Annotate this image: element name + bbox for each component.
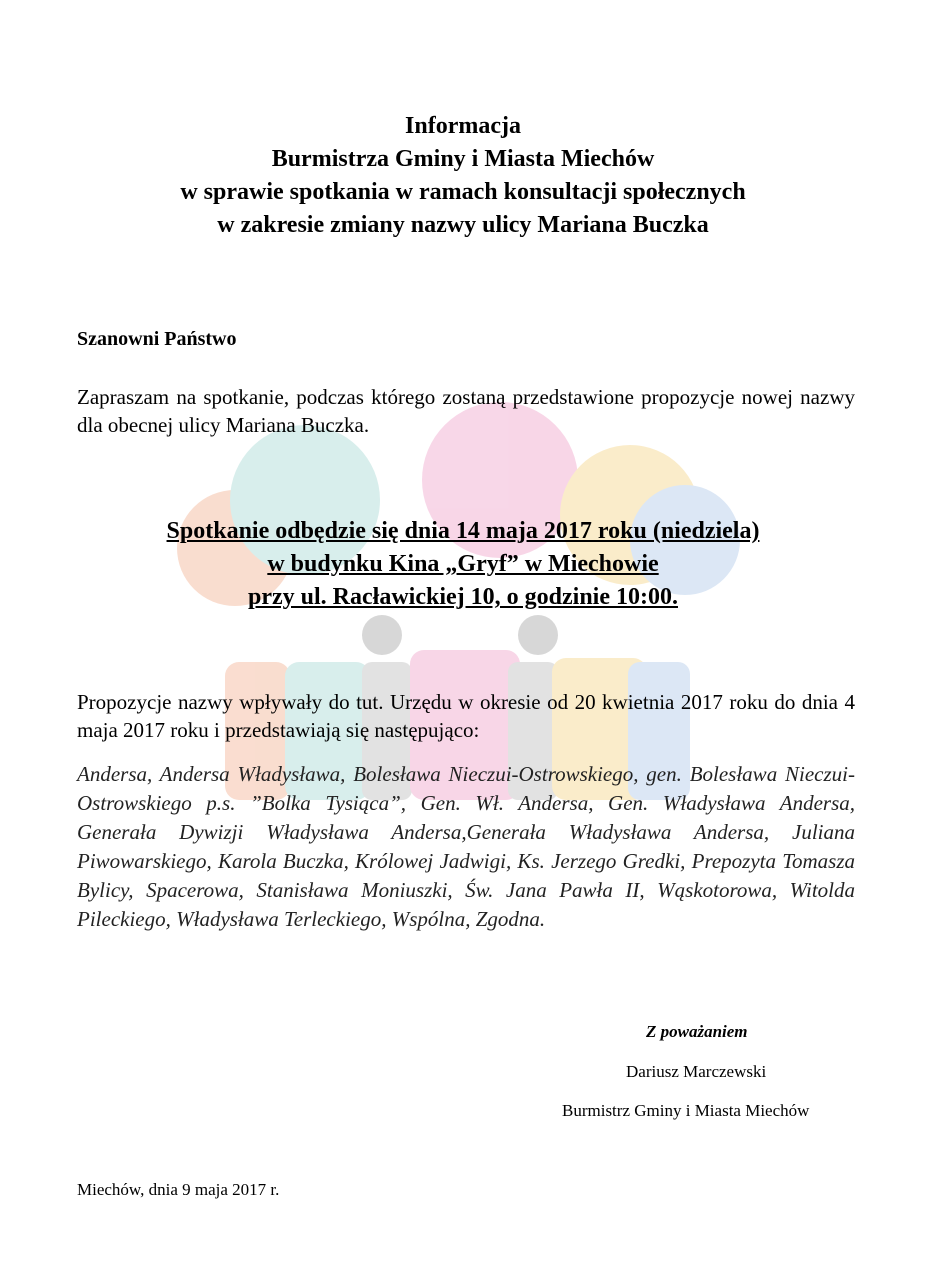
title-line-4: w zakresie zmiany nazwy ulicy Mariana Buczka xyxy=(217,212,709,238)
document-title xyxy=(0,110,926,242)
document-date: Miechów, dnia 9 maja 2017 r. xyxy=(77,1180,280,1199)
meeting-announcement xyxy=(0,515,926,614)
closing-phrase: Z poważaniem xyxy=(646,1022,748,1041)
announcement-line-2: w budynku Kina „Gryf” w Miechowie xyxy=(267,551,659,577)
announcement-line-3: przy ul. Racławickiej 10, o godzinie 10:00. xyxy=(248,584,678,610)
proposals-list: Andersa, Andersa Władysława, Bolesława Nieczui-Ostrowskiego, gen. Bolesława Nieczui-Ostrowskiego p.s. ”Bolka Tysiąca”, Gen. Wł. Andersa, Gen. Władysława Andersa, Generała Dywizji Władysława Andersa,Generała Władysława Andersa, Juliana Piwowarskiego, Karola Buczka, Królowej Jadwigi, Ks. Jerzego Gredki, Prepozyta Tomasza Bylicy, Spacerowa, Stanisława Moniuszki, Św. Jana Pawła II, Wąskotorowa, Witolda Pileckiego, Władysława Terleckiego, Wspólna, Zgodna. xyxy=(77,762,855,931)
greeting: Szanowni Państwo xyxy=(77,328,237,350)
title-line-3: w sprawie spotkania w ramach konsultacji społecznych xyxy=(180,179,746,205)
signer-title: Burmistrz Gminy i Miasta Miechów xyxy=(562,1101,810,1120)
signer-name: Dariusz Marczewski xyxy=(626,1062,767,1081)
title-line-1: Informacja xyxy=(405,113,521,139)
announcement-line-1: Spotkanie odbędzie się dnia 14 maja 2017 roku (niedziela) xyxy=(166,518,760,544)
intro-paragraph: Zapraszam na spotkanie, podczas którego zostaną przedstawione propozycje nowej nazwy dla obecnej ulicy Mariana Buczka. xyxy=(77,385,855,437)
title-line-2: Burmistrza Gminy i Miasta Miechów xyxy=(271,146,655,172)
proposals-intro-paragraph: Propozycje nazwy wpływały do tut. Urzędu w okresie od 20 kwietnia 2017 roku do dnia 4 maja 2017 roku i przedstawiają się następująco: xyxy=(77,690,855,742)
